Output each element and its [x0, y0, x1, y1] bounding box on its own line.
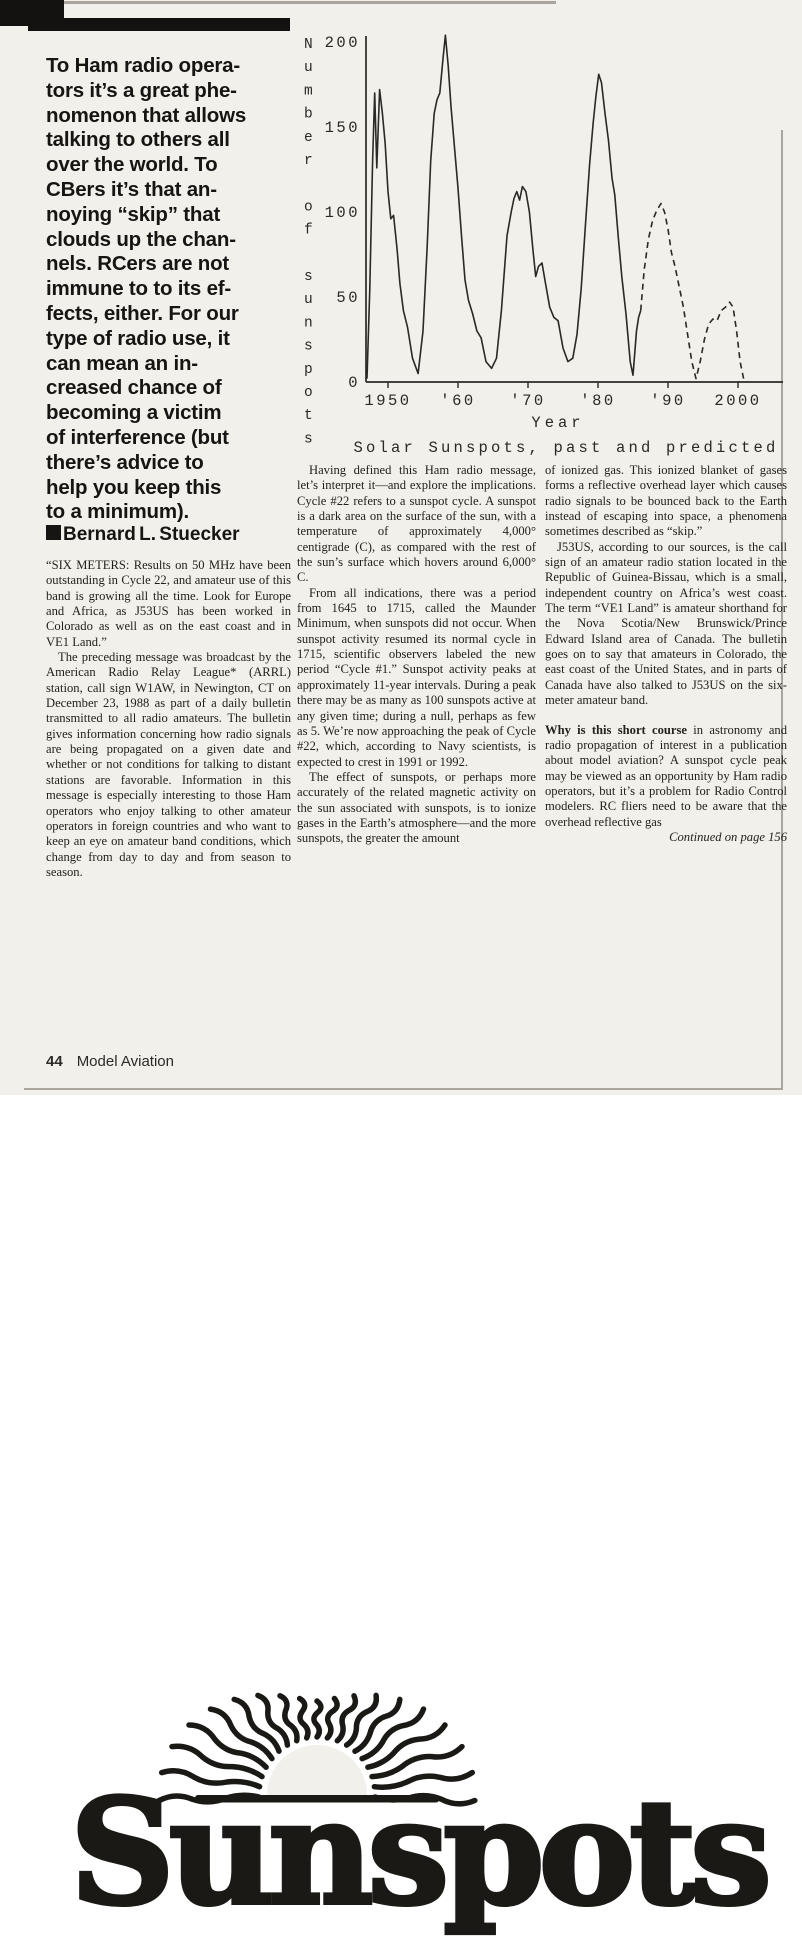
- intro-standfirst: [46, 54, 294, 525]
- intro-line: can mean an in-: [46, 351, 198, 375]
- body-column-3: [545, 463, 787, 845]
- intro-line: immune to to its ef-: [46, 277, 232, 301]
- intro-line: to a minimum).: [46, 500, 189, 524]
- y-axis-title-letter: f: [304, 222, 313, 239]
- x-axis-title: Year: [531, 414, 585, 432]
- byline-author: Bernard L. Stuecker: [63, 524, 240, 545]
- sun-ray-icon: [355, 1699, 400, 1751]
- y-axis-title-letter: o: [304, 385, 313, 401]
- intro-line: there’s advice to: [46, 450, 204, 474]
- top-edge-line: [64, 1, 556, 4]
- y-tick-label: 0: [348, 374, 360, 392]
- sun-ray-icon: [300, 1699, 308, 1738]
- y-axis-title-letter: r: [304, 153, 313, 169]
- series-predicted-line: [641, 204, 744, 379]
- intro-line: CBers it’s that an-: [46, 177, 217, 201]
- sun-ray-icon: [347, 1695, 377, 1745]
- y-axis-title-letter: s: [304, 431, 313, 448]
- paragraph: Having defined this Ham radio message, let’s interpret it—and explore the implications. Cycle #22 refers to a sunspot cycle. A sunspot is a dark area on the surface of the sun, with a temperature of approximately 4,000° centigrade (C), as compared with the rest of the sun’s surface which hovers around 6,000° C.: [297, 463, 536, 585]
- continued-on-page-note: Continued on page 156: [669, 829, 787, 844]
- chart-title: Solar Sunspots, past and predicted: [353, 439, 779, 457]
- intro-line: tors it’s a great phe-: [46, 78, 237, 102]
- paragraph: From all indications, there was a period from 1645 to 1715, called the Maunder Minimum, when sunspots did not occur. When sunspot activity resumed its normal cycle in 1715, scientific observers labeled the new period “Cycle #1.” Sunspot activity peaks at approximately 11-year intervals. During a peak there may be as many as 100 sunspots active at any given time; during a null, perhaps as few as 5. We’re now approaching the peak of Cycle #22, which, according to Navy scientists, is expected to crest in 1991 or 1992.: [297, 585, 536, 769]
- paragraph-text: in astronomy and radio propagation of interest in a publication about model aviation? A sunspot cycle peak may be viewed as an opportunity by Ham radio operators, but it’s a problem for Radio Control modelers. RC fliers need to be aware that the overhead reflective gas: [545, 722, 787, 829]
- byline-square-bullet-icon: [46, 525, 61, 540]
- intro-line: becoming a victim: [46, 401, 222, 425]
- sun-ray-icon: [327, 1699, 337, 1738]
- intro-line: clouds up the chan-: [46, 227, 236, 251]
- x-tick-label: '80: [580, 392, 616, 410]
- y-tick-label: 150: [324, 119, 360, 137]
- sunspot-cycle-chart-svg: [293, 22, 800, 460]
- body-column-2: [297, 463, 536, 847]
- paragraph: The preceding message was broadcast by the American Radio Relay League* (ARRL) station, call sign W1AW, in Newington, CT on December 23, 1988 as part of a daily bulletin transmitted to all radio amateurs. The bulletin gives information concerning how radio signals are being propagated on a given date and whether or not conditions for talking to distant stations are favorable. Information in this message is especially interesting to those Ham operators who enjoy talking to other amateur operators in foreign countries and who want to keep an eye on amateur band conditions, which change from day to day and from season to season.: [46, 650, 291, 879]
- sunspot-cycle-chart: [293, 22, 800, 460]
- intro-line: help you keep this: [46, 475, 222, 499]
- intro-line: of interference (but: [46, 425, 229, 449]
- y-axis-title-letter: s: [304, 338, 313, 355]
- logo-wordmark: Sunspots: [70, 1768, 766, 1938]
- page-number: 44: [46, 1053, 63, 1070]
- paragraph: J53US, according to our sources, is the call sign of an amateur radio station located in the Republic of Guinea-Bissau, which is a small, independent country on Africa’s west coast. The term “VE1 Land” is amateur shorthand for the Nova Scotia/New Brunswick/Prince Edward Island area of Canada. The bulletin goes on to say that amateurs in Colorado, the east coast of the United States, and in parts of Canada have also talked to J53US on the six-meter amateur band.: [545, 539, 787, 708]
- series-past-line: [367, 35, 641, 378]
- y-axis-title-letter: m: [304, 83, 313, 100]
- magazine-name: Model Aviation: [76, 1053, 174, 1070]
- paragraph: of ionized gas. This ionized blanket of gases forms a reflective overhead layer which causes radio signals to be bounced back to the Earth instead of escaping into space, a phenomena sometimes described as “skip.”: [545, 463, 787, 539]
- y-tick-label: 100: [324, 204, 360, 222]
- intro-line: creased chance of: [46, 376, 222, 400]
- intro-line: nels. RCers are not: [46, 252, 230, 276]
- y-tick-label: 200: [324, 34, 360, 52]
- sun-ray-icon: [314, 1701, 321, 1737]
- paragraph: The effect of sunspots, or perhaps more accurately of the related magnetic activity on the sun associated with sunspots, is to ionize gases in the Earth’s atmosphere—and the more sunspots, the greater the amount: [297, 769, 536, 846]
- x-tick-label: '70: [510, 392, 546, 410]
- intro-line: fects, either. For our: [46, 301, 239, 325]
- y-axis-title-letter: p: [304, 361, 313, 378]
- byline: [46, 524, 294, 546]
- x-tick-label: '60: [440, 392, 476, 410]
- y-axis-title-letter: N: [304, 37, 313, 53]
- y-axis-title-letter: u: [304, 292, 313, 309]
- intro-line: talking to others all: [46, 128, 230, 152]
- intro-line: To Ham radio opera-: [46, 54, 241, 77]
- y-axis-title-letter: u: [304, 60, 313, 77]
- paragraph: [545, 723, 787, 830]
- y-axis-title-letter: e: [304, 129, 313, 146]
- y-axis-title-letter: b: [304, 106, 313, 123]
- y-tick-label: 50: [336, 289, 360, 307]
- intro-line: over the world. To: [46, 153, 218, 177]
- intro-line: noying “skip” that: [46, 202, 221, 226]
- intro-line: type of radio use, it: [46, 326, 230, 350]
- y-axis-title-letter: s: [304, 269, 313, 285]
- x-tick-label: 2000: [714, 392, 762, 410]
- y-axis-title-letter: o: [304, 199, 313, 216]
- body-column-1: [46, 558, 291, 880]
- intro-top-rule: [28, 18, 290, 31]
- paragraph-bold-lead: Why is this short course: [545, 722, 687, 737]
- x-tick-label: '90: [650, 392, 686, 410]
- y-axis-title-letter: n: [304, 315, 313, 332]
- y-axis-title-letter: t: [304, 408, 313, 425]
- x-tick-label: 1950: [364, 392, 412, 410]
- paragraph: “SIX METERS: Results on 50 MHz have been outstanding in Cycle 22, and amateur use of this band is growing all the time. Look for Europe and Africa, as J53US has been worked in Colorado as well as on the east coast and in VE1 Land.”: [46, 558, 291, 649]
- intro-line: nomenon that allows: [46, 103, 247, 127]
- page-footer: [46, 1053, 174, 1070]
